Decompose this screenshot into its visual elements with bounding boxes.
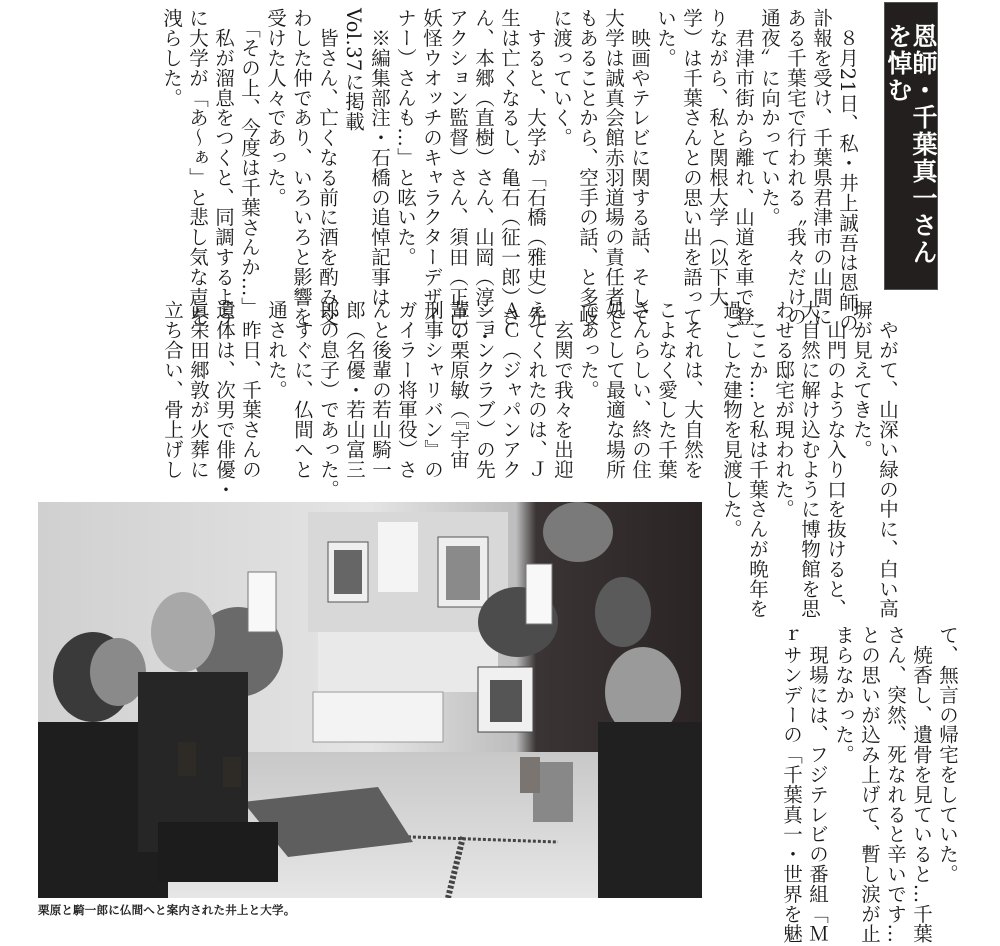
text-column: すぐに、仏間へと (291, 300, 314, 480)
text-column: まらなかった。 (832, 625, 855, 765)
text-column: ここか…と私は千葉さんが晩年を (746, 300, 769, 619)
text-column: 塀が見えてきた。 (850, 300, 873, 460)
text-column: 玄関で我々を出迎 (551, 300, 574, 480)
article-body-top (158, 8, 860, 347)
text-column: 焼香し、遺骨を見ていると…千葉 (910, 625, 933, 944)
text-column: わせる邸宅が現われた。 (772, 300, 795, 519)
text-column: りながら、私と関根大学（以下大 (706, 8, 729, 307)
text-column: 通された。 (265, 300, 288, 400)
article-photo (38, 502, 702, 898)
text-column: いた。 (654, 8, 677, 68)
text-column: 皆さん、亡くなる前に酒を酌み交 (316, 8, 339, 327)
text-column: ｒサンデーの「千葉真一・世界を魅 (780, 625, 803, 944)
text-column: ナー）さんも…」と呟いた。 (394, 8, 417, 267)
text-column: 妖怪ウオッチのキャラクターデザイ (420, 8, 443, 327)
text-column: さん、突然、死なれると辛いです… (884, 625, 907, 944)
text-column: 私が溜息をつくと、同調するよう (212, 8, 235, 327)
text-column: んと後輩の若山騎一 (369, 300, 392, 480)
text-column: 刑事シャリバン』の (421, 300, 444, 480)
text-column: 大学は誠真会館赤羽道場の責任者で (602, 8, 625, 327)
text-column: 郎（名優・若山富三 (343, 300, 366, 480)
text-column: えてくれたのは、Ｊ (525, 300, 548, 480)
text-column: Vol.37に掲載 (342, 8, 365, 132)
text-column: 遺体は、次男で俳優・ (213, 300, 236, 499)
text-column: さんらしい、終の住 (629, 300, 652, 480)
text-column: ８月21日、私・井上誠吾は恩師の (836, 8, 859, 333)
article-body-right-upper (718, 300, 900, 619)
text-column: すると、大学が「石橋（雅史）先 (524, 8, 547, 327)
text-column: もあることから、空手の話、と多岐 (576, 8, 599, 327)
text-column: アクション監督）さん、須田（正己・ (446, 8, 469, 347)
text-column: 受けた人々であった。 (264, 8, 287, 207)
text-column: ※編集部注・石橋の追悼記事は (368, 8, 391, 307)
article-body-right-lower (778, 625, 960, 944)
funeral-photo-illustration (38, 502, 702, 898)
text-column: ガイラー将軍役）さ (395, 300, 418, 480)
text-column: 輩の栗原敏（『宇宙 (447, 300, 470, 470)
text-column: 立ち合い、骨上げし (161, 300, 184, 480)
text-column: それは、大自然を (681, 300, 704, 480)
text-column: であった。 (577, 300, 600, 400)
text-column: 処として最適な場所 (603, 300, 626, 480)
text-column: 通夜〟に向かっていた。 (758, 8, 781, 227)
photo-caption: 栗原と騎一郎に仏間へと案内された井上と大学。 (38, 903, 296, 917)
text-column: に渡っていく。 (550, 8, 573, 148)
article-body-middle (159, 300, 705, 499)
text-column: 「その上、今度は千葉さんか…」 (238, 8, 261, 317)
text-column: 現場には、フジテレビの番組「Ｍ (806, 625, 829, 944)
text-column: 訃報を受け、千葉県君津市の山間に (810, 8, 833, 327)
text-column: やがて、山深い緑の中に、白い高 (876, 300, 899, 619)
text-column: こよなく愛した千葉 (655, 300, 678, 480)
text-column: 生は亡くなるし、亀石（征一郎）さ (498, 8, 521, 327)
text-column: 学）は千葉さんとの思い出を語って (680, 8, 703, 327)
text-column: 郎の息子）であった。 (317, 300, 340, 499)
text-column: 映画やテレビに関する話、そして (628, 8, 651, 327)
text-column: との思いが込み上げて、暫し涙が止 (858, 625, 881, 944)
text-column: 昨日、千葉さんの (239, 300, 262, 480)
article-title-box (884, 2, 938, 290)
text-column: ある千葉宅で行われる〝我々だけの (784, 8, 807, 327)
article-title: 恩師・千葉真一さんを悼む (884, 23, 938, 266)
text-column: 眞栄田郷敦が火葬に (187, 300, 210, 480)
text-column: に大学が「あ〜ぁ」と悲し気な声を (186, 8, 209, 327)
text-column: て、無言の帰宅をしていた。 (936, 625, 959, 884)
text-column: 山門のような入り口を抜けると、 (824, 300, 847, 619)
text-column: 君津市街から離れ、山道を車で登 (732, 8, 755, 327)
text-column: 大自然に解け込むように博物館を思 (798, 300, 821, 619)
text-column: 過ごした建物を見渡した。 (720, 300, 743, 539)
text-column: わした仲であり、いろいろと影響を (290, 8, 313, 327)
text-column: ん、本郷（直樹）さん、山岡（淳二・ (472, 8, 495, 347)
text-column: ＡＣ（ジャパンアク (499, 300, 522, 480)
text-column: 洩らした。 (160, 8, 183, 108)
text-column: ションクラブ）の先 (473, 300, 496, 480)
